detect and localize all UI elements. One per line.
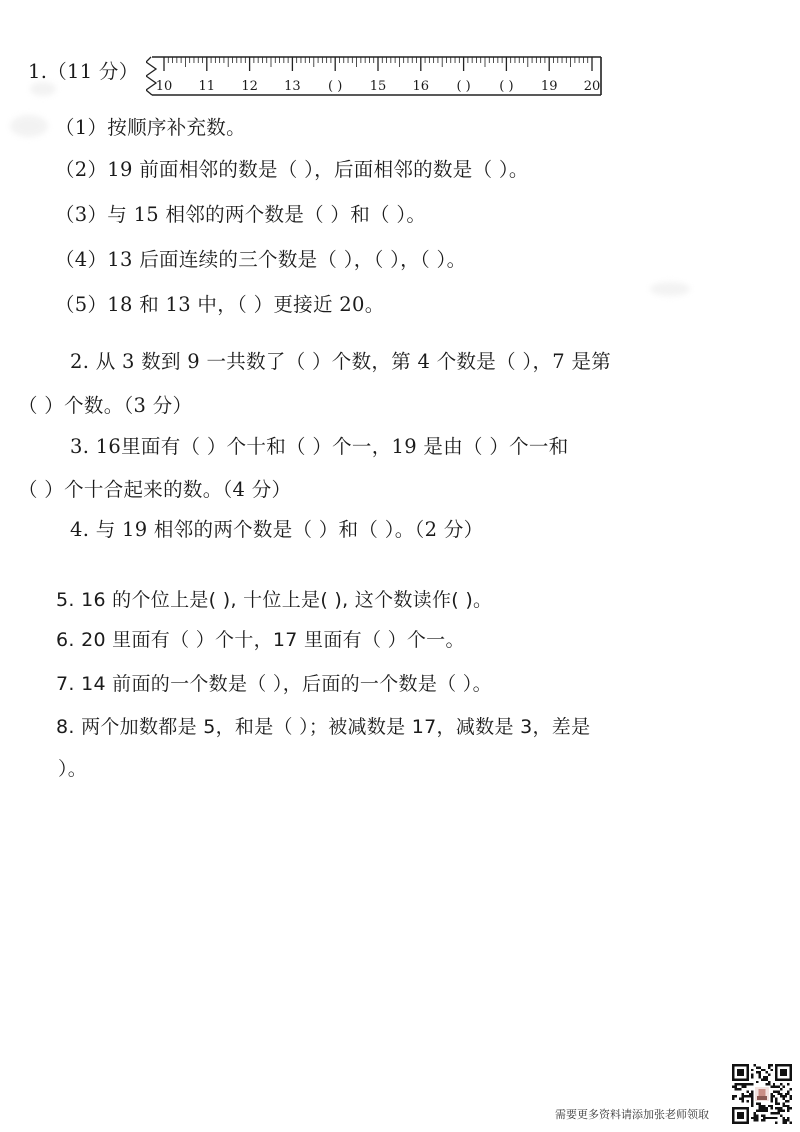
question-4-line-1: 4. 与 19 相邻的两个数是（ ）和（ ）。（2 分） xyxy=(70,518,484,541)
question-8-line-2: ）。 xyxy=(58,758,88,780)
question-1-part-3: （3）与 15 相邻的两个数是（ ）和（ ）。 xyxy=(55,203,427,226)
ruler-label: 12 xyxy=(241,79,258,94)
footer-note: 需要更多资料请添加张老师领取 xyxy=(555,1108,709,1121)
ruler-label: 13 xyxy=(284,79,301,94)
question-1-part-2: （2）19 前面相邻的数是（ ），后面相邻的数是（ ）。 xyxy=(55,158,529,181)
question-3-line-1: 3. 16里面有（ ）个十和（ ）个一，19 是由（ ）个一和 xyxy=(70,435,569,458)
ruler-label: 16 xyxy=(412,79,430,94)
ruler-labels xyxy=(156,79,601,94)
qr-code-icon xyxy=(732,1064,792,1124)
scan-smudge xyxy=(650,282,690,296)
ruler-label: 15 xyxy=(369,79,387,94)
question-1-header: 1.（11 分） xyxy=(28,60,139,83)
question-1-part-5: （5）18 和 13 中，（ ）更接近 20。 xyxy=(55,293,385,316)
ruler-label: 19 xyxy=(540,79,558,94)
question-7-line-1: 7. 14 前面的一个数是（ ），后面的一个数是（ ）。 xyxy=(56,673,492,695)
question-1-part-1: （1）按顺序补充数。 xyxy=(55,116,246,139)
ruler-label: 11 xyxy=(198,79,216,94)
question-5-line-1: 5. 16 的个位上是( ), 十位上是( ), 这个数读作( )。 xyxy=(56,589,493,611)
question-1-part-4: （4）13 后面连续的三个数是（ ），（ ），（ ）。 xyxy=(55,248,467,271)
question-2-line-2: （ ）个数。（3 分） xyxy=(18,394,193,417)
number-ruler xyxy=(146,55,603,97)
ruler-label: 10 xyxy=(155,79,173,94)
scan-smudge xyxy=(10,115,48,137)
question-2-line-1: 2. 从 3 数到 9 一共数了（ ）个数，第 4 个数是（ ），7 是第 xyxy=(70,350,612,373)
question-8-line-1: 8. 两个加数都是 5，和是（ ）；被减数是 17，减数是 3，差是 xyxy=(56,716,591,738)
ruler-label: 20 xyxy=(583,79,601,94)
question-6-line-1: 6. 20 里面有（ ）个十，17 里面有（ ）个一。 xyxy=(56,629,465,651)
ruler-label: ( ) xyxy=(499,79,514,94)
ruler-label: ( ) xyxy=(456,79,471,94)
ruler-label: ( ) xyxy=(328,79,343,94)
scan-smudge xyxy=(30,82,56,96)
ruler-ticks xyxy=(164,57,592,71)
question-3-line-2: （ ）个十合起来的数。（4 分） xyxy=(18,478,292,501)
